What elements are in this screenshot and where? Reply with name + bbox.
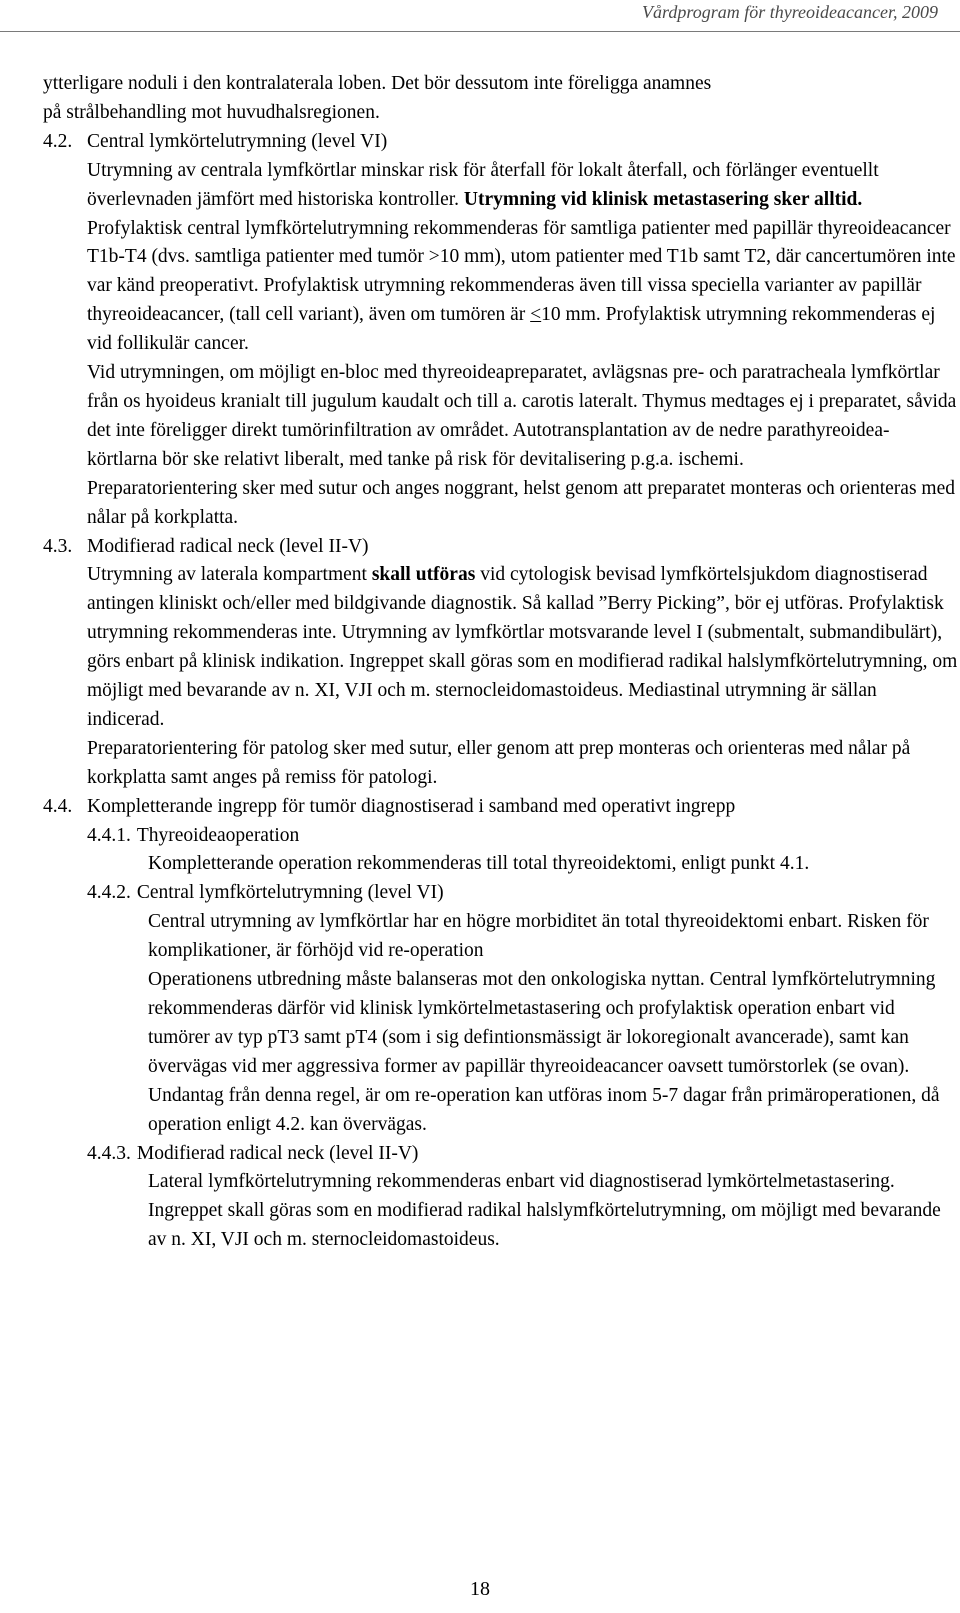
intro-line-2: på strålbehandling mot huvudhalsregionen. — [43, 101, 380, 123]
emphasis-text: skall utföras — [371, 564, 476, 586]
emphasis-text: Utrymning vid klinisk metastasering sker alltid. — [463, 188, 863, 210]
running-title: Vårdprogram för thyreoideacancer, 2009 — [642, 2, 938, 22]
section-4-2-paragraph-1: Utrymning av centrala lymfkörtlar minskar risk för återfall för lokalt återfall, och förlänger eventuellt överlevnaden jämfört med historiska kontroller. Utrymning vid klinisk metastasering sker alltid. Profylaktisk central lymfkörtelutrymning rekommenderas för samtliga patienter med papillär thyreoideacancer T1b-T4 (dvs. samtliga patienter med tumör >10 mm), utom patienter med T1b samt T2, där cancertumören inte var känd preoperativt. Profylaktisk utrymning rekommenderas även till vissa speciella varianter av papillär thyreoideacancer, (tall cell variant), även om tumören är <10 mm. Profylaktisk utrymning rekommenderas ej vid follikulär cancer. — [87, 159, 956, 355]
section-title: Modifierad radical neck (level II-V) — [87, 535, 369, 557]
section-4-2-heading — [43, 128, 958, 157]
section-4-4-heading — [43, 793, 958, 822]
section-number: 4.2. — [43, 130, 73, 152]
section-4-3-heading — [43, 533, 958, 562]
document-body — [43, 70, 958, 1255]
less-equal-sign: < — [530, 304, 542, 326]
subsection-4-4-1-heading — [43, 822, 958, 851]
subsection-4-4-2-paragraph-3: Undantag från denna regel, är om re-operation kan utföras inom 5-7 dagar från primäroperationen, då operation enligt 4.2. kan övervägas. — [148, 1084, 940, 1135]
subsection-title: Central lymfkörtelutrymning (level VI) — [136, 882, 444, 904]
subsection-4-4-2-paragraph-1: Central utrymning av lymfkörtlar har en högre morbiditet än total thyreoidektomi enbart. Risken för komplikationer, är förhöjd vid re-operation — [148, 911, 929, 962]
subsection-4-4-2-heading — [43, 879, 958, 908]
section-title: Central lymkörtelutrymning (level VI) — [87, 130, 388, 152]
subsection-4-4-1-body: Kompletterande operation rekommenderas till total thyreoidektomi, enligt punkt 4.1. — [148, 853, 810, 875]
section-4-3-paragraph-1: Utrymning av laterala kompartment skall utföras vid cytologisk bevisad lymfkörtelsjukdom diagnostiserad antingen kliniskt och/eller med bildgivande diagnostik. Så kallad ”Berry Picking”, bör ej utföras. Profylaktisk utrymning rekommenderas inte. Utrymning av lymfkörtlar motsvarande level I (submentalt, submandibulärt), görs enbart på klinisk indikation. Ingreppet skall göras som en modifierad radikal halslymfkörtelutrymning, om möjligt med bevarande av n. XI, VJI och m. sternocleidomastoideus. Mediastinal utrymning är sällan indicerad. — [87, 564, 958, 730]
subsection-number: 4.4.2. — [87, 882, 131, 904]
section-number: 4.4. — [43, 795, 73, 817]
subsection-4-4-3-body: Lateral lymfkörtelutrymning rekommenderas enbart vid diagnostiserad lymkörtelmetastasering. Ingreppet skall göras som en modifierad radikal halslymfkörtelutrymning, om möjligt med bevarande av n. XI, VJI och m. sternocleidomastoideus. — [148, 1171, 941, 1251]
subsection-number: 4.4.3. — [87, 1142, 131, 1164]
section-4-3-paragraph-2: Preparatorientering för patolog sker med sutur, eller genom att prep monteras och orienteras med nålar på korkplatta samt anges på remiss för patologi. — [87, 737, 911, 788]
section-number: 4.3. — [43, 535, 73, 557]
intro-paragraph — [43, 70, 958, 128]
subsection-4-4-2-paragraph-2: Operationens utbredning måste balanseras mot den onkologiska nyttan. Central lymfkörtelutrymning rekommenderas därför vid klinisk lymkörtelmetastasering och profylaktisk operation enbart vid tumörer av typ pT3 samt pT4 (som i sig defintionsmässigt är lokoregionalt avancerade), samt kan övervägas vid mer aggressiva former av papillär thyreoideacancer oavsett tumörstorlek (se ovan). — [148, 969, 936, 1077]
subsection-4-4-3-heading — [43, 1140, 958, 1169]
intro-line-1: ytterligare noduli i den kontralaterala loben. Det bör dessutom inte föreligga anamnes — [43, 73, 712, 94]
running-header — [0, 0, 960, 32]
page-number: 18 — [470, 1578, 490, 1600]
section-4-2-paragraph-3: Preparatorientering sker med sutur och anges noggrant, helst genom att preparatet monteras och orienteras med nålar på korkplatta. — [87, 477, 955, 528]
subsection-number: 4.4.1. — [87, 824, 131, 846]
section-title: Kompletterande ingrepp för tumör diagnostiserad i samband med operativt ingrepp — [87, 795, 736, 817]
subsection-title: Thyreoideaoperation — [136, 824, 300, 846]
subsection-title: Modifierad radical neck (level II-V) — [136, 1142, 419, 1164]
section-4-2-paragraph-2: Vid utrymningen, om möjligt en-bloc med thyreoideapreparatet, avlägsnas pre- och paratracheala lymfkörtlar från os hyoideus kranialt till jugulum kaudalt och till a. carotis lateralt. Thymus medtages ej i preparatet, såvida det inte föreligger direkt tumörinfiltration av området. Autotransplantation av de nedre parathyreoidea-körtlarna bör ske relativt liberalt, med tanke på risk för devitalisering p.g.a. ischemi. — [87, 362, 957, 470]
